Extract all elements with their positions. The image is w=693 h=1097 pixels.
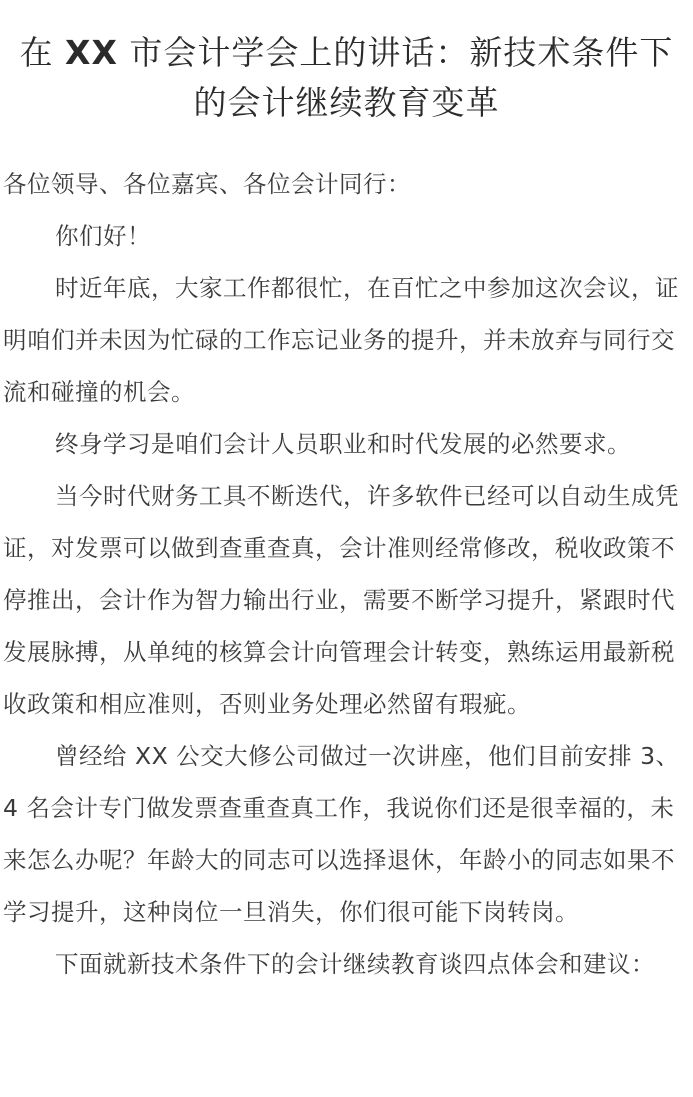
title-placeholder-city: XX: [65, 33, 118, 72]
paragraph-transition: 下面就新技术条件下的会计继续教育谈四点体会和建议：: [55, 950, 655, 978]
salutation: 各位领导、各位嘉宾、各位会计同行：: [3, 170, 411, 198]
title-rest: 市会计学会上的讲话：新技术条件下的会计继续教育变革: [117, 33, 674, 122]
paragraph-lifelong-learning: 终身学习是咱们会计人员职业和时代发展的必然要求。: [55, 430, 631, 458]
speech-body: [3, 158, 693, 990]
paragraph-greeting: 你们好！: [55, 222, 151, 250]
paragraph-anecdote: 曾经给 XX 公交大修公司做过一次讲座，他们目前安排 3、4 名会计专门做发票查重查真工作，我说你们还是很幸福的，未来怎么办呢？年龄大的同志可以选择退休，年龄小的同志如果不学习提升，这种岗位一旦消失，你们很可能下岗转岗。: [3, 742, 680, 926]
paragraph-era-change: 当今时代财务工具不断迭代，许多软件已经可以自动生成凭证，对发票可以做到查重查真，会计准则经常修改，税收政策不停推出，会计作为智力输出行业，需要不断学习提升，紧跟时代发展脉搏，从单纯的核算会计向管理会计转变，熟练运用最新税收政策和相应准则，否则业务处理必然留有瑕疵。: [3, 482, 679, 718]
title-prefix: 在: [19, 33, 66, 72]
paragraph-opening: 时近年底，大家工作都很忙，在百忙之中参加这次会议，证明咱们并未因为忙碌的工作忘记业务的提升，并未放弃与同行交流和碰撞的机会。: [3, 274, 679, 406]
document-title: [0, 0, 693, 128]
